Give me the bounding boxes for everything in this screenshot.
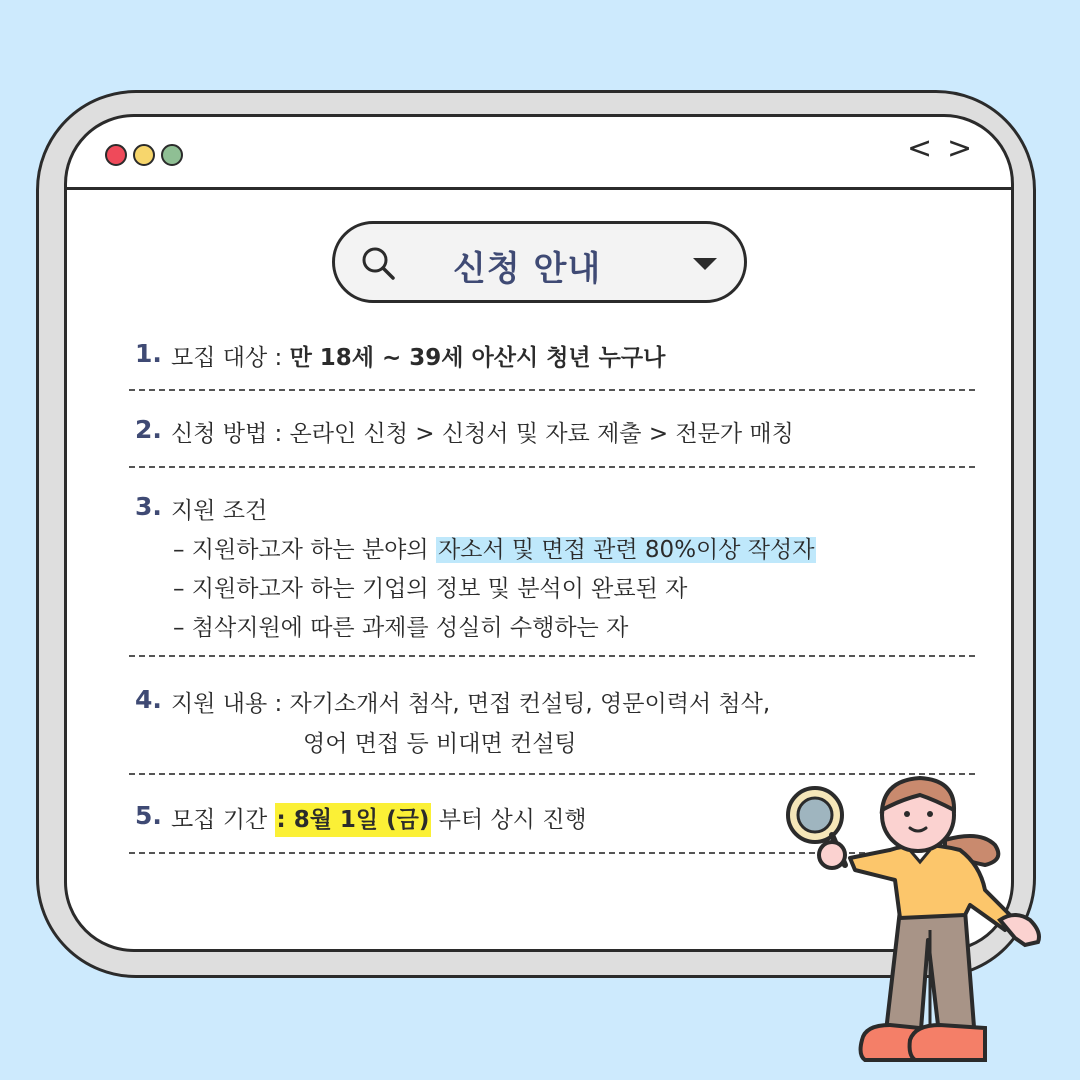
item-number: 2. bbox=[135, 415, 162, 444]
character-with-magnifier-illustration bbox=[770, 770, 1070, 1070]
back-arrow-icon[interactable]: < bbox=[907, 131, 933, 166]
item-value: 부터 상시 진행 bbox=[431, 807, 587, 833]
item-label: 모집 기간 bbox=[171, 807, 275, 833]
condition-bullet: – 첨삭지원에 따른 과제를 성실히 수행하는 자 bbox=[173, 615, 629, 641]
highlight-blue: 자소서 및 면접 관련 80%이상 작성자 bbox=[437, 537, 815, 563]
highlight-yellow: : 8월 1일 (금) bbox=[275, 803, 432, 837]
item-value: 만 18세 ~ 39세 아산시 청년 누구나 bbox=[289, 345, 666, 371]
item-label: 모집 대상 : bbox=[171, 345, 290, 371]
apply-method: 신청 방법 : 온라인 신청 > 신청서 및 자료 제출 > 전문가 매칭 bbox=[171, 421, 794, 447]
item-number: 1. bbox=[135, 339, 162, 368]
item-number: 3. bbox=[135, 492, 162, 521]
condition-bullet: – 지원하고자 하는 기업의 정보 및 분석이 완료된 자 bbox=[173, 576, 688, 602]
support-content-cont: 영어 면접 등 비대면 컨설팅 bbox=[303, 731, 577, 757]
forward-arrow-icon[interactable]: > bbox=[947, 131, 973, 166]
support-content: 지원 내용 : 자기소개서 첨삭, 면접 컨설팅, 영문이력서 첨삭, bbox=[171, 691, 771, 717]
recruit-period bbox=[171, 801, 587, 834]
page-title: 신청 안내 bbox=[453, 249, 602, 289]
bullet-text: – 지원하고자 하는 분야의 bbox=[173, 537, 436, 563]
divider bbox=[129, 466, 975, 468]
divider bbox=[129, 655, 975, 657]
condition-bullet bbox=[173, 531, 816, 564]
item-number: 4. bbox=[135, 685, 162, 714]
divider bbox=[129, 389, 975, 391]
recruit-target bbox=[171, 339, 665, 372]
support-conditions-title: 지원 조건 bbox=[171, 498, 268, 524]
item-number: 5. bbox=[135, 801, 162, 830]
